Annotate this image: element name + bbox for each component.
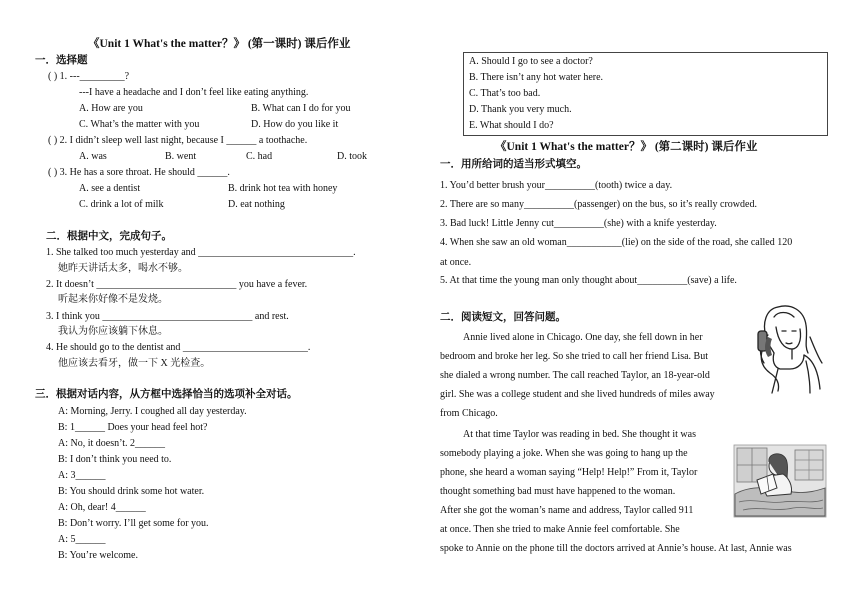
reading-line: At that time Taylor was reading in bed. She thought it was bbox=[463, 429, 696, 440]
q2-option-c: C. had bbox=[246, 151, 273, 162]
q3-option-c: C. drink a lot of milk bbox=[79, 199, 164, 210]
box-option-a: A. Should I go to see a doctor? bbox=[469, 56, 593, 67]
dialog-line: A: No, it doesn’t. 2______ bbox=[58, 438, 166, 449]
dialog-line: A: Oh, dear! 4______ bbox=[58, 502, 146, 513]
dialog-line: B: I don’t think you need to. bbox=[58, 454, 172, 465]
reading-line: girl. She was a college student and she lived hundreds of miles away bbox=[440, 389, 715, 400]
q3-option-d: D. eat nothing bbox=[228, 199, 285, 210]
section-2-heading: 二．根据中文，完成句子。 bbox=[46, 231, 172, 242]
reading-line: thought something bad must have happened to the woman. bbox=[440, 486, 676, 497]
q2-option-d: D. took bbox=[337, 151, 367, 162]
fill-section-heading: 一．用所给词的适当形式填空。 bbox=[440, 159, 587, 170]
sentence-1: 1. She talked too much yesterday and _______________________________. bbox=[46, 247, 356, 258]
q1-option-d: D. How do you like it bbox=[251, 119, 339, 130]
reading-line: bedroom and broke her leg. So she tried to call her friend Lisa. But bbox=[440, 351, 708, 362]
fill-3: 3. Bad luck! Little Jenny cut__________(she) with a knife yesterday. bbox=[440, 218, 717, 229]
reading-line: from Chicago. bbox=[440, 408, 498, 419]
left-title: 《Unit 1 What's the matter？》 (第一课时) 课后作业 bbox=[88, 38, 351, 50]
right-title: 《Unit 1 What's the matter？》 (第二课时) 课后作业 bbox=[495, 141, 758, 153]
box-option-c: C. That’s too bad. bbox=[469, 88, 541, 99]
q2-option-a: A. was bbox=[79, 151, 107, 162]
question-3: ( ) 3. He has a sore throat. He should ______. bbox=[48, 167, 230, 178]
sentence-1-chinese: 她昨天讲话太多，喝水不够。 bbox=[58, 263, 188, 274]
options-box bbox=[463, 52, 828, 136]
section-3-heading: 三．根据对话内容，从方框中选择恰当的选项补全对话。 bbox=[35, 389, 298, 400]
box-option-d: D. Thank you very much. bbox=[469, 104, 572, 115]
fill-5: 5. At that time the young man only thought about__________(save) a life. bbox=[440, 275, 737, 286]
dialog-line: A: 3______ bbox=[58, 470, 106, 481]
sentence-4-chinese: 他应该去看牙，做一下 X 光检查。 bbox=[58, 358, 211, 369]
woman-on-phone-illustration bbox=[748, 297, 826, 395]
sentence-2: 2. It doesn’t ____________________________ you have a fever. bbox=[46, 279, 308, 290]
question-1-line-2: ---I have a headache and I don’t feel like eating anything. bbox=[79, 87, 309, 98]
reading-line: at once. Then she tried to make Annie feel comfortable. She bbox=[440, 524, 680, 535]
reading-line: somebody playing a joke. When she was going to hang up the bbox=[440, 448, 688, 459]
fill-4: 4. When she saw an old woman___________(lie) on the side of the road, she called 120 bbox=[440, 237, 793, 248]
reading-section-heading: 二．阅读短文，回答问题。 bbox=[440, 312, 566, 323]
sentence-3-chinese: 我认为你应该躺下休息。 bbox=[58, 326, 168, 337]
question-1: ( ) 1. ---_________? bbox=[48, 71, 130, 82]
reading-line: she dialed a wrong number. The call reached Taylor, an 18-year-old bbox=[440, 370, 710, 381]
q3-option-b: B. drink hot tea with honey bbox=[228, 183, 338, 194]
q1-option-b: B. What can I do for you bbox=[251, 103, 351, 114]
box-option-b: B. There isn’t any hot water here. bbox=[469, 72, 604, 83]
fill-2: 2. There are so many__________(passenger) on the bus, so it’s really crowded. bbox=[440, 199, 757, 210]
box-option-e: E. What should I do? bbox=[469, 120, 554, 131]
question-2: ( ) 2. I didn’t sleep well last night, because I ______ a toothache. bbox=[48, 135, 308, 146]
q1-option-c: C. What’s the matter with you bbox=[79, 119, 200, 130]
section-1-heading: 一．选择题 bbox=[35, 55, 88, 66]
dialog-line: B: 1______ Does your head feel hot? bbox=[58, 422, 208, 433]
fill-1: 1. You’d better brush your__________(tooth) twice a day. bbox=[440, 180, 673, 191]
sentence-3: 3. I think you ______________________________ and rest. bbox=[46, 311, 289, 322]
reading-line: After she got the woman’s name and address, Taylor called 911 bbox=[440, 505, 694, 516]
fill-4-cont: at once. bbox=[440, 257, 472, 268]
dialog-line: B: Don’t worry. I’ll get some for you. bbox=[58, 518, 209, 529]
q2-option-b: B. went bbox=[165, 151, 197, 162]
dialog-line: B: You’re welcome. bbox=[58, 550, 138, 561]
q1-option-a: A. How are you bbox=[79, 103, 143, 114]
q3-option-a: A. see a dentist bbox=[79, 183, 141, 194]
reading-line: spoke to Annie on the phone till the doctors arrived at Annie’s house. At last, Annie was bbox=[440, 543, 792, 554]
dialog-line: B: You should drink some hot water. bbox=[58, 486, 205, 497]
reading-line: phone, she heard a woman saying “Help! Help!” From it, Taylor bbox=[440, 467, 698, 478]
dialog-line: A: Morning, Jerry. I coughed all day yesterday. bbox=[58, 406, 247, 417]
reading-line: Annie lived alone in Chicago. One day, she fell down in her bbox=[463, 332, 703, 343]
sentence-4: 4. He should go to the dentist and _________________________. bbox=[46, 342, 311, 353]
girl-reading-in-bed-illustration bbox=[733, 444, 827, 518]
dialog-line: A: 5______ bbox=[58, 534, 106, 545]
sentence-2-chinese: 听起来你好像不是发烧。 bbox=[58, 294, 168, 305]
